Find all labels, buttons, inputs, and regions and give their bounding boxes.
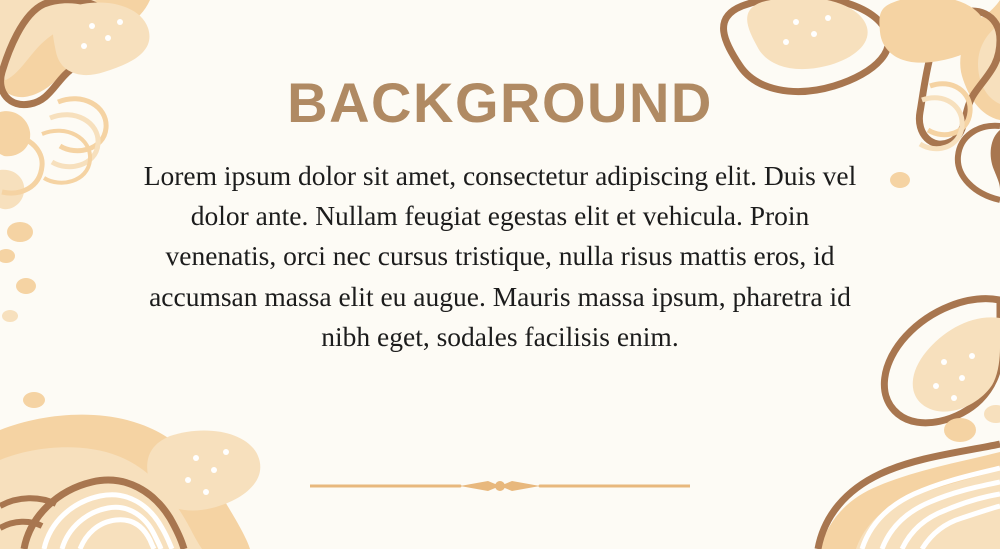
page-title: BACKGROUND xyxy=(287,71,713,134)
ornamental-divider xyxy=(310,478,690,494)
body-paragraph: Lorem ipsum dolor sit amet, consectetur adipiscing elit. Duis vel dolor ante. Nullam feugiat egestas elit et vehicula. Proin venenatis, orci nec cursus tristique, nulla risus mattis eros, id accumsan massa elit eu augue. Mauris massa ipsum, pharetra id nibh eget, sodales facilisis enim. xyxy=(143,159,857,353)
